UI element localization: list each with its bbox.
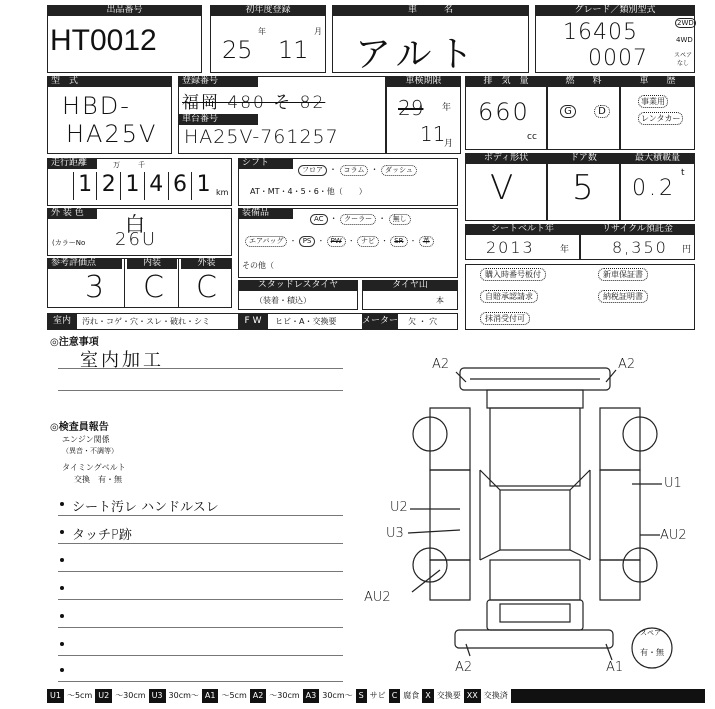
notes-label: ◎注意事項 (50, 337, 99, 348)
doc-item: 自賠承認請求 (480, 290, 538, 303)
bullet-dot (60, 614, 64, 618)
tire-unit: 本 (436, 296, 444, 305)
tire-label: タイヤ山 (362, 280, 458, 291)
grade-label: グレード／類別型式 (535, 5, 695, 16)
doc-item: 購入時番号板付 (480, 268, 546, 281)
equip-pw: PW (327, 236, 346, 247)
bullet-dot (60, 530, 64, 534)
inspection-month: 11 (420, 122, 446, 146)
legend-code: U3 (151, 691, 163, 700)
scores-exterior-label: 外装 (181, 258, 232, 269)
interior-row-label: 室内 (47, 313, 77, 330)
legend-code: XX (466, 691, 478, 700)
body-type-label: ボディ形状 (465, 153, 547, 164)
bullet-dot (60, 668, 64, 672)
capacity-label: 最大積載量 (620, 153, 695, 164)
legend-code: C (391, 691, 398, 700)
registration-label: 登録番号 (178, 76, 258, 87)
legend-code: S (358, 691, 364, 700)
notes-line (58, 390, 343, 391)
recycle-label: リサイクル預託金 (580, 224, 695, 235)
first-reg-month: 11 (278, 36, 309, 64)
first-reg-year: 25 (222, 36, 253, 64)
grade-line2: 0007 (588, 46, 648, 71)
mileage-digit: 4 (145, 172, 169, 200)
body-type-value: V (490, 168, 514, 208)
mileage-digit: 6 (169, 172, 193, 200)
legend-desc: サビ (367, 689, 389, 703)
shift-column: コラム (340, 165, 369, 176)
inspector-item1: シート汚レ ハンドルスレ (72, 500, 219, 515)
mileage-digit: 1 (121, 172, 145, 200)
first-reg-month-unit: 月 (314, 27, 322, 36)
legend-desc: 〜30cm (266, 689, 302, 703)
mileage-digit (50, 172, 74, 200)
mark-left-u2: U2 (390, 500, 408, 515)
mark-top-right: A2 (618, 357, 636, 372)
displacement-label: 排 気 量 (465, 76, 547, 87)
scores-interior: C (143, 270, 164, 305)
equipment-label: 装備品 (238, 208, 293, 219)
doors-value: 5 (572, 168, 594, 208)
inspection-year: 29 (398, 96, 424, 120)
mark-right-upper: U1 (664, 476, 682, 491)
mileage-digit: 2 (97, 172, 121, 200)
fuel-d: D (594, 105, 610, 118)
mark-bottom-right: A1 (606, 660, 624, 675)
mark-top-left: A2 (432, 357, 450, 372)
color-code: 26U (115, 229, 158, 250)
report-line (58, 543, 343, 544)
report-line (58, 599, 343, 600)
doc-item: 新車保証書 (598, 268, 648, 281)
chassis-number: HA25V-761257 (184, 126, 339, 148)
color-label: 外 装 色 (47, 208, 97, 219)
mileage-unit: km (216, 188, 229, 197)
legend-code: X (425, 691, 431, 700)
mark-right-au2: AU2 (660, 528, 687, 543)
stock-label: 出品番号 (47, 5, 202, 16)
shift-options-1: フロア ・ コラム ・ ダッシュ (298, 164, 419, 176)
mark-left-u3: U3 (386, 526, 404, 541)
bullet-dot (60, 558, 64, 562)
equip-ps: PS (299, 236, 316, 247)
shift-floor: フロア (298, 165, 327, 176)
timing-sub: 交換 有・無 (74, 475, 122, 484)
legend-desc: 30cm〜 (166, 689, 202, 703)
model-line1: HBD- (62, 92, 131, 120)
studless-opts: （装着・積込） (255, 296, 311, 305)
equip-navi: ナビ (357, 236, 379, 247)
bullet-dot (60, 502, 64, 506)
legend-desc: 〜30cm (112, 689, 148, 703)
equipment-row1: AC ・ クーラー ・ 無し (310, 213, 413, 225)
car-name-value: アルト (355, 34, 480, 75)
scores-exterior: C (196, 270, 217, 305)
displacement-unit: cc (527, 132, 537, 142)
legend-desc: 交換済 (481, 689, 511, 703)
grade-opt-4wd: 4WD (676, 36, 693, 44)
doc-item: 抹消受付可 (480, 312, 530, 325)
mark-left-au2: AU2 (364, 590, 391, 605)
legend-desc: 腐食 (400, 689, 422, 703)
report-line (58, 571, 343, 572)
legend-desc: 〜5cm (64, 689, 95, 703)
equip-ac: AC (310, 214, 328, 225)
inspector-label: ◎検査員報告 (50, 422, 109, 433)
doc-item: 納税証明書 (598, 290, 648, 303)
grade-line1: 16405 (563, 20, 638, 45)
fuel-label: 燃 料 (547, 76, 620, 87)
spare-opt: 有・無 (640, 648, 664, 657)
shift-options-2: AT・MT・4・5・6・他（ ） (250, 187, 367, 196)
color-code-label: (カラーNo (52, 239, 86, 247)
registration-number: 福岡 480 そ 82 (182, 93, 326, 113)
studless-label: スタッドレスタイヤ (238, 280, 358, 291)
spare-label: スペア (640, 629, 661, 637)
grade-opt-spare: スペア なし (673, 52, 692, 67)
recycle-unit: 円 (682, 245, 692, 255)
notes-line (58, 368, 343, 369)
mileage-scale-man: 万 (113, 161, 120, 169)
scores-divider (178, 258, 179, 308)
fw-row-label: F W (238, 313, 268, 330)
legend-desc: 30cm〜 (319, 689, 355, 703)
shift-dash: ダッシュ (381, 165, 417, 176)
capacity-unit: t (681, 168, 685, 178)
recycle-value: 8,350 (612, 238, 668, 257)
inspection-month-unit: 月 (444, 139, 454, 149)
report-line (58, 655, 343, 656)
fuel-g: G (560, 105, 576, 118)
damage-legend (47, 689, 705, 703)
history-opt1: 事業用 (638, 95, 668, 108)
bullet-dot (60, 586, 64, 590)
model-label: 型 式 (47, 76, 172, 87)
engine-sub: （異音・不調等） (62, 447, 118, 455)
mileage-scale-sen: 千 (138, 161, 145, 169)
scores-label: 参考評価点 (47, 258, 122, 269)
mark-bottom-left: A2 (455, 660, 473, 675)
legend-code: A2 (252, 691, 264, 700)
interior-row-items: 汚れ・コゲ・穴・スレ・破れ・シミ (82, 317, 210, 326)
stock-number: HT0012 (50, 24, 157, 57)
legend-code: A1 (204, 691, 216, 700)
equip-none: 無し (389, 214, 411, 225)
scores-interior-label: 内装 (127, 258, 177, 269)
inspection-year-unit: 年 (442, 103, 452, 113)
mileage-label: 走行距離 (47, 158, 97, 169)
shift-label: シフト (238, 158, 293, 169)
doors-label: ドア数 (547, 153, 620, 164)
legend-code: U2 (98, 691, 110, 700)
legend-desc: 交換要 (434, 689, 464, 703)
mileage-digit: 1 (74, 172, 98, 200)
engine-label: エンジン関係 (62, 435, 110, 444)
inspection-label: 車検期限 (386, 76, 461, 87)
report-line (58, 515, 343, 516)
equip-airbag: エアバッグ (245, 236, 287, 247)
chassis-label: 車台番号 (178, 114, 258, 125)
timing-label: タイミングベルト (62, 463, 126, 472)
scores-overall: 3 (85, 270, 105, 305)
displacement-value: 660 (478, 98, 530, 126)
legend-code: A3 (305, 691, 317, 700)
capacity-value: 0.2 (632, 176, 676, 201)
report-line (58, 681, 343, 682)
equip-sr: SR (390, 236, 407, 247)
equipment-other-label: その他（ (242, 261, 274, 270)
mileage-digit: 1 (196, 172, 211, 197)
first-reg-year-unit: 年 (258, 27, 266, 36)
color-value: 白 (125, 212, 145, 236)
equip-cooler: クーラー (340, 214, 376, 225)
meter-row-label: メーター (362, 313, 398, 330)
inspector-item2: タッチP跡 (72, 528, 132, 543)
seatbelt-unit: 年 (560, 245, 570, 255)
meter-row-items: 欠 ・ 穴 (408, 317, 438, 326)
notes-line1: 室内加工 (80, 350, 164, 371)
mileage-digits (50, 172, 215, 200)
legend-desc: 〜5cm (218, 689, 249, 703)
history-opt2: レンタカー (638, 112, 683, 125)
bullet-dot (60, 642, 64, 646)
legend-code: U1 (50, 691, 61, 700)
fw-row-items: ヒビ・A・交換要 (275, 317, 337, 326)
equipment-row2: エアバッグ ・ PS ・ PW ・ ナビ ・ SR ・ 革 (245, 236, 436, 247)
car-name-label: 車 名 (332, 5, 529, 16)
scores-divider (124, 258, 125, 308)
seatbelt-value: 2013 (486, 238, 535, 257)
history-label: 車 歴 (620, 76, 695, 87)
first-reg-label: 初年度登録 (210, 5, 326, 16)
equip-leather: 革 (419, 236, 434, 247)
report-line (58, 627, 343, 628)
grade-opt-2wd: 2WD (677, 19, 694, 27)
model-line2: HA25V (66, 120, 158, 148)
seatbelt-label: シートベルト年 (465, 224, 580, 235)
